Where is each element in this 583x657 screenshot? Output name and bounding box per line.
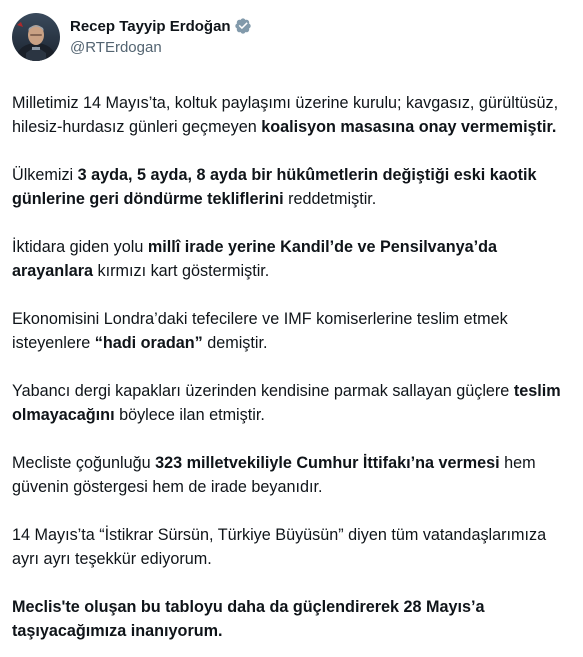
author-names <box>70 12 252 58</box>
display-name-row <box>70 16 252 36</box>
tweet-text-segment: 14 Mayıs’ta “İstikrar Sürsün, Türkiye Büyüsün” diyen tüm vatandaşlarımıza ayrı ayrı teşekkür ediyorum. <box>12 526 547 568</box>
display-name[interactable]: Recep Tayyip Erdoğan <box>70 17 231 35</box>
tweet-text-bold: Meclis'te oluşan bu tabloyu daha da güçlendirerek 28 Mayıs’a taşıyacağımıza inanıyorum. <box>12 598 485 640</box>
tweet-text-segment: İktidara giden yolu <box>12 238 148 256</box>
tweet-paragraph <box>12 91 571 139</box>
tweet-text <box>12 91 571 643</box>
tweet-text-segment: Mecliste çoğunluğu <box>12 454 156 472</box>
tweet-header <box>12 12 571 64</box>
tweet-paragraph <box>12 307 571 355</box>
tweet-paragraph <box>12 451 571 499</box>
tweet-paragraph <box>12 595 571 643</box>
tweet-text-segment: Ekonomisini Londra’daki tefecilere ve IMF komiserlerine teslim etmek isteyenlere <box>12 310 508 352</box>
tweet-text-segment: reddetmiştir. <box>283 190 377 208</box>
tweet-text-bold: 3 ayda, 5 ayda, 8 ayda bir hükûmetlerin değiştiği eski kaotik günlerine geri döndürme tekliflerini <box>12 166 537 208</box>
tweet-paragraph <box>12 163 571 211</box>
tweet-text-segment: Yabancı dergi kapakları üzerinden kendisine parmak sallayan güçlere <box>12 382 514 400</box>
tweet-text-bold: “hadi oradan” <box>94 334 203 352</box>
tweet-text-segment: hem güvenin göstergesi hem de irade beyanıdır. <box>12 454 536 496</box>
user-handle[interactable]: @RTErdogan <box>70 39 162 56</box>
tweet-text-segment: demiştir. <box>202 334 268 352</box>
tweet-paragraph <box>12 235 571 283</box>
verified-badge-icon[interactable] <box>234 17 252 35</box>
tweet-text-segment: böylece ilan etmiştir. <box>114 406 265 424</box>
tweet-paragraph <box>12 523 571 571</box>
tweet-text-bold: koalisyon masasına onay vermemiştir. <box>261 118 557 136</box>
tweet-text-segment: Ülkemizi <box>12 166 78 184</box>
tweet-text-segment: kırmızı kart göstermiştir. <box>93 262 270 280</box>
tweet-text-bold: teslim olmayacağını <box>12 382 561 424</box>
tweet-text-segment: Milletimiz 14 Mayıs’ta, koltuk paylaşımı üzerine kurulu; kavgasız, gürültüsüz, hilesiz-hurdasız günleri geçmeyen <box>12 94 559 136</box>
tweet-text-bold: millî irade yerine Kandil’de ve Pensilvanya’da arayanlara <box>12 238 497 280</box>
avatar-image <box>12 13 60 61</box>
avatar[interactable] <box>12 13 60 61</box>
tweet-paragraph <box>12 379 571 427</box>
tweet-text-bold: 323 milletvekiliyle Cumhur İttifakı’na vermesi <box>155 454 500 472</box>
